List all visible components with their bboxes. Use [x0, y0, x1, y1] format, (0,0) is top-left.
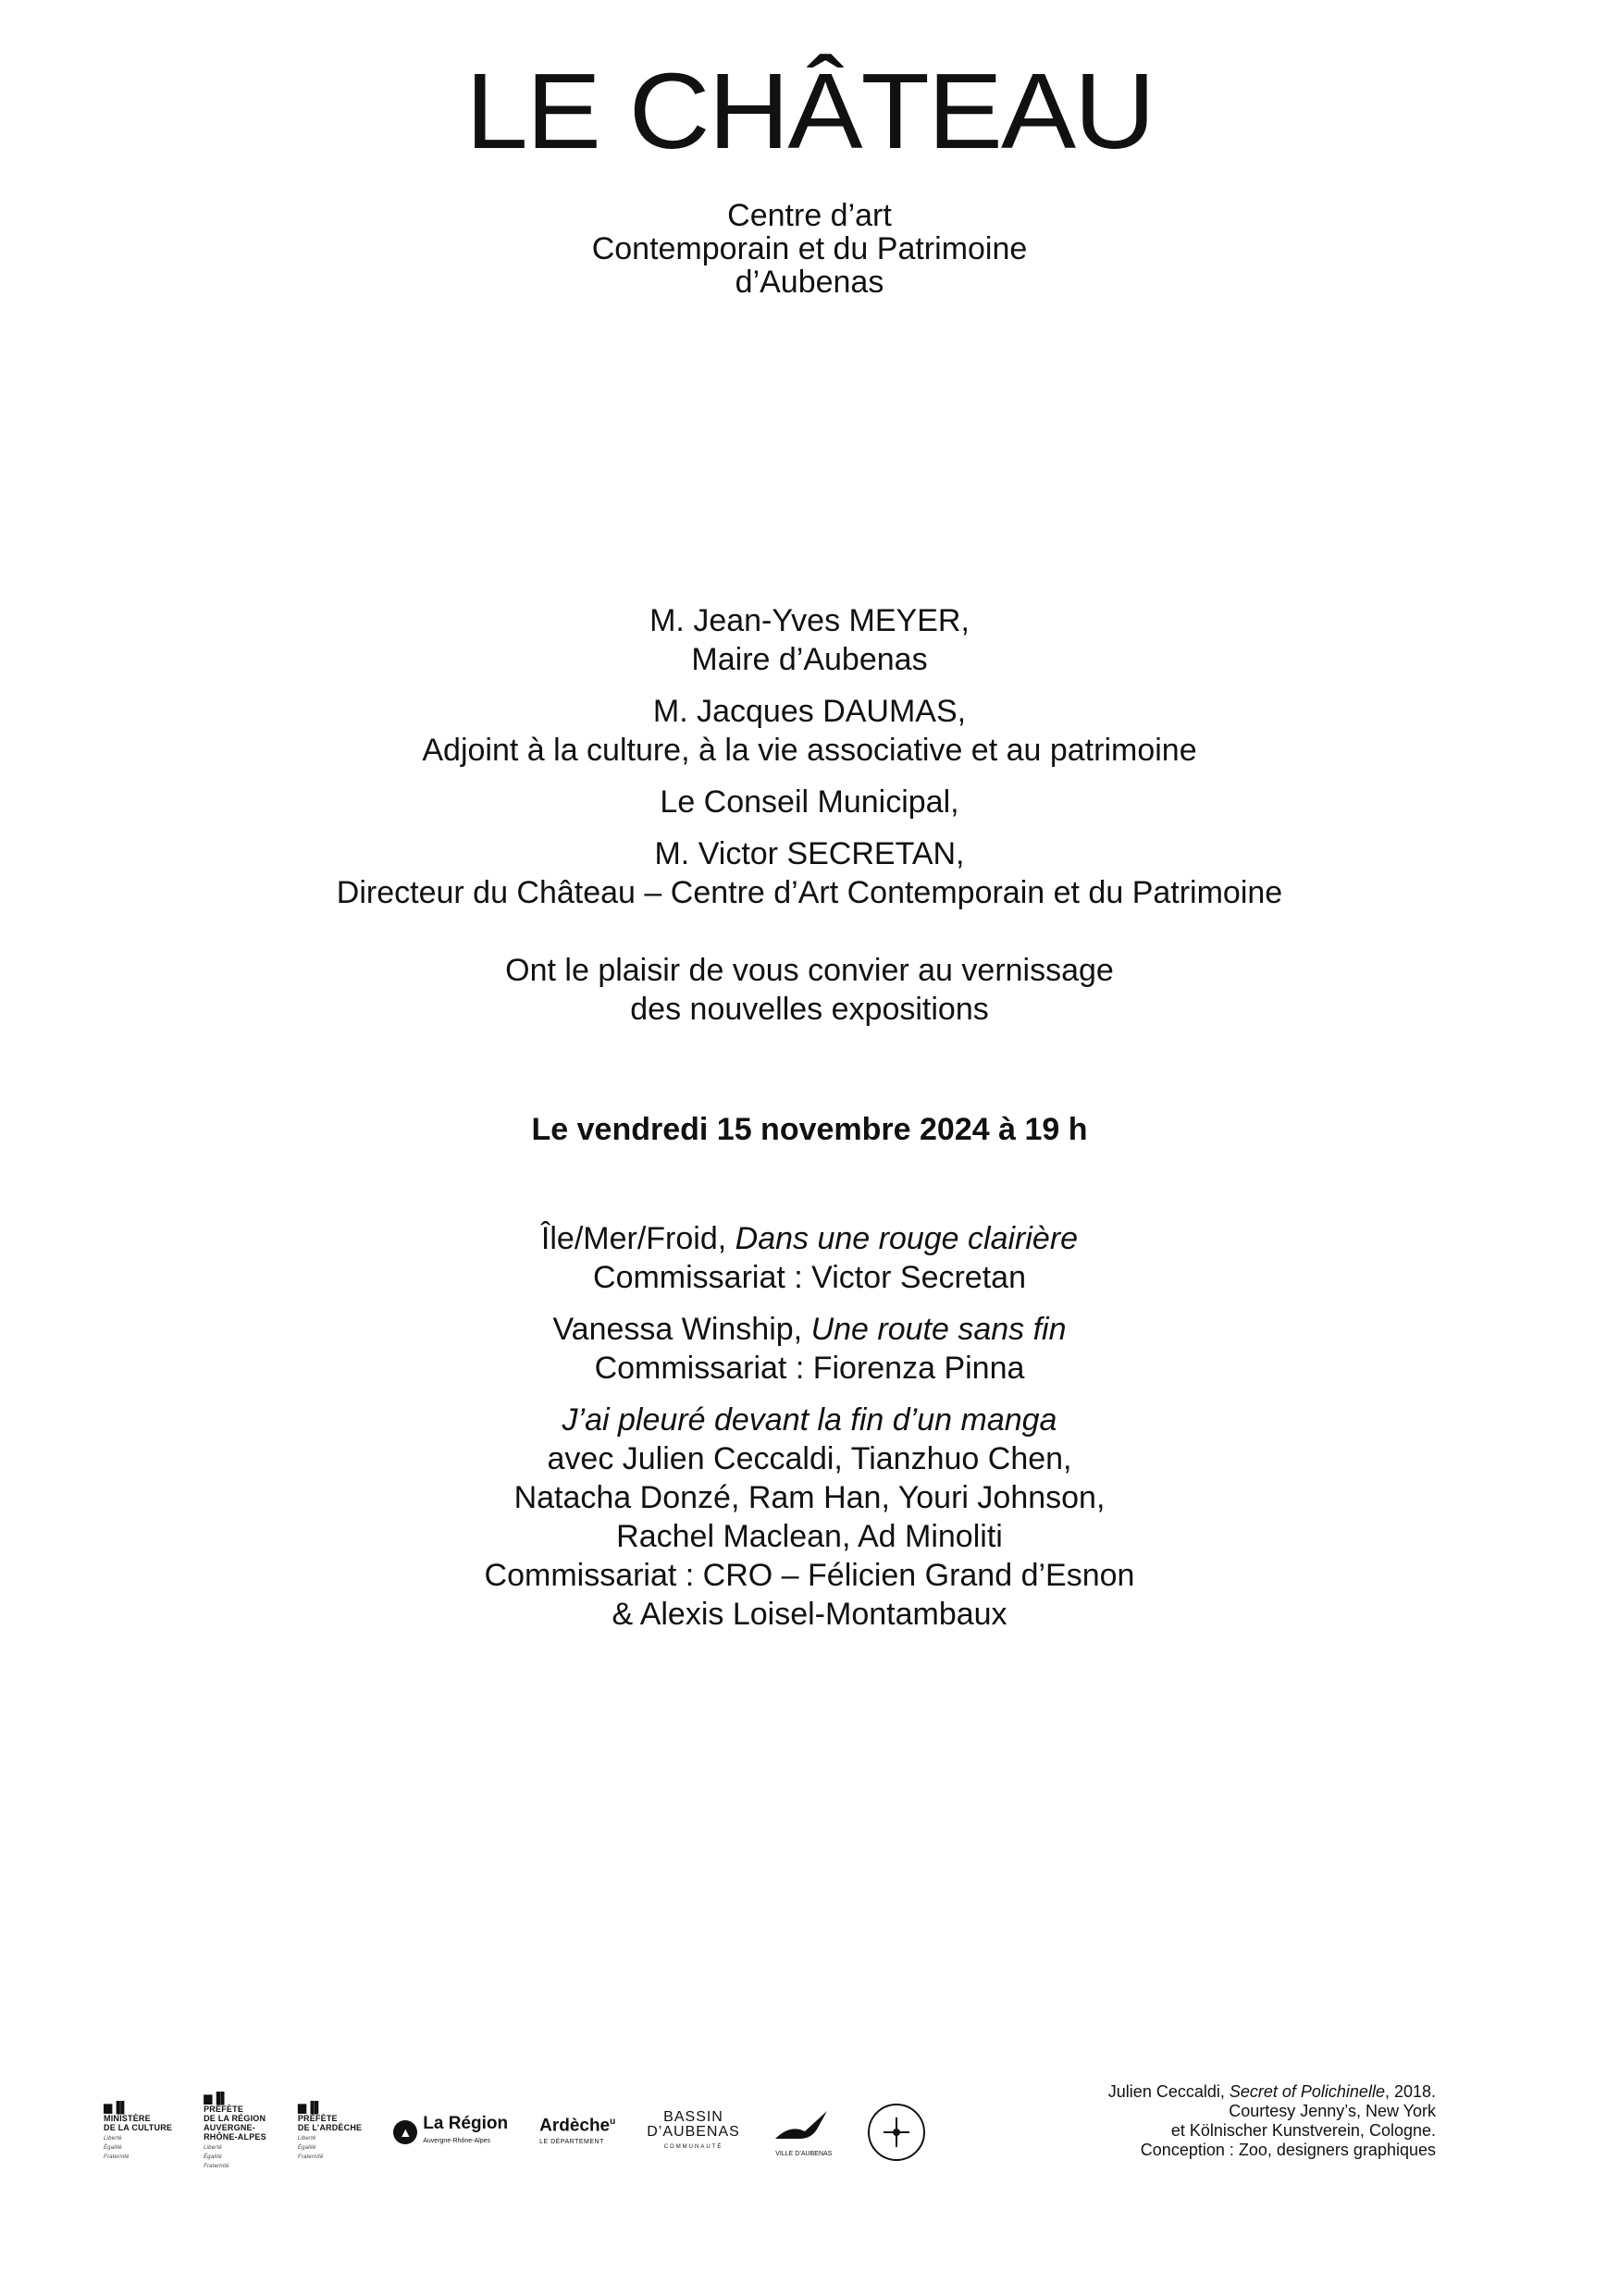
invitation-line: des nouvelles expositions — [630, 992, 989, 1027]
credit-line: Courtesy Jenny’s, New York — [1229, 2102, 1436, 2120]
event-date: Le vendredi 15 novembre 2024 à 19 h — [531, 1112, 1088, 1147]
host-role: Directeur du Château – Centre d’Art Contemporain et du Patrimoine — [336, 875, 1283, 910]
host-name: M. Victor SECRETAN, — [654, 836, 965, 871]
exhibition-curator: & Alexis Loisel-Montambaux — [612, 1597, 1007, 1632]
host-name: M. Jean-Yves MEYER, — [649, 603, 970, 638]
exhibition-artists: avec Julien Ceccaldi, Tianzhuo Chen, — [547, 1441, 1072, 1476]
host-name: M. Jacques DAUMAS, — [652, 694, 967, 729]
credit-line: et Kölnischer Kunstverein, Cologne. — [1170, 2121, 1436, 2140]
circular-seal-logo — [868, 2104, 925, 2161]
exhibition-artists: Rachel Maclean, Ad Minoliti — [616, 1519, 1003, 1554]
host-role: Maire d’Aubenas — [691, 642, 928, 677]
chateau-logo: LE CHÂTEAU — [465, 51, 1154, 171]
subtitle-line: d’Aubenas — [735, 265, 884, 300]
host-name: Le Conseil Municipal, — [660, 784, 959, 820]
prefete-ardeche-logo: ▆▐▌ PRÉFÈTE DE L’ARDÈCHE Liberté Égalité Fraternité — [297, 2101, 363, 2160]
marianne-icon: ▆▐▌ — [297, 2101, 323, 2114]
hosts-block — [0, 601, 1619, 912]
host-role: Adjoint à la culture, à la vie associative et au patrimoine — [422, 733, 1197, 768]
ville-aubenas-logo: VILLE D’AUBENAS — [772, 2107, 836, 2158]
exhibition-title: Vanessa Winship, Une route sans fin — [552, 1312, 1067, 1347]
exhibition-curator: Commissariat : CRO – Félicien Grand d’Esnon — [484, 1558, 1135, 1593]
marianne-icon: ▆▐▌ — [104, 2101, 129, 2114]
ville-aubenas-icon — [772, 2107, 836, 2148]
institution-subtitle — [0, 199, 1619, 299]
la-region-logo: ▲ La Région Auvergne-Rhône-Alpes — [393, 2115, 508, 2150]
exhibition-title: Île/Mer/Froid, Dans une rouge clairière — [540, 1221, 1079, 1256]
region-emblem-icon: ▲ — [393, 2120, 417, 2144]
subtitle-line: Centre d’art — [727, 198, 892, 233]
credit-line: Conception : Zoo, designers graphiques — [1140, 2141, 1436, 2159]
artwork-credit: Julien Ceccaldi, Secret of Polichinelle, 2018. — [1107, 2082, 1436, 2101]
exhibition-curator: Commissariat : Fiorenza Pinna — [594, 1351, 1025, 1386]
subtitle-line: Contemporain et du Patrimoine — [591, 231, 1028, 266]
ministere-culture-logo: ▆▐▌ MINISTÈRE DE LA CULTURE Liberté Égalité Fraternité — [104, 2101, 173, 2160]
prefete-region-logo: ▆▐▌ PRÉFÈTE DE LA RÉGION AUVERGNE- RHÔNE-ALPES Liberté Égalité Fraternité — [204, 2092, 266, 2169]
exhibition-title: J’ai pleuré devant la fin d’un manga — [562, 1402, 1057, 1438]
image-credits — [1047, 2082, 1436, 2160]
bassin-aubenas-logo: BASSIN D’AUBENAS COMMUNAUTÉ — [647, 2109, 740, 2150]
exhibition-curator: Commissariat : Victor Secretan — [593, 1260, 1026, 1295]
marianne-icon: ▆▐▌ — [204, 2092, 229, 2105]
exhibition-artists: Natacha Donzé, Ram Han, Youri Johnson, — [513, 1480, 1106, 1515]
exhibitions-list — [0, 1219, 1619, 1634]
invitation-text — [0, 951, 1619, 1029]
seal-icon — [876, 2112, 917, 2153]
invitation-line: Ont le plaisir de vous convier au vernissage — [505, 953, 1114, 988]
ardeche-departement-logo: Ardèche$^u$ LE DÉPARTEMENT — [539, 2116, 616, 2146]
partner-logos — [104, 2091, 925, 2174]
